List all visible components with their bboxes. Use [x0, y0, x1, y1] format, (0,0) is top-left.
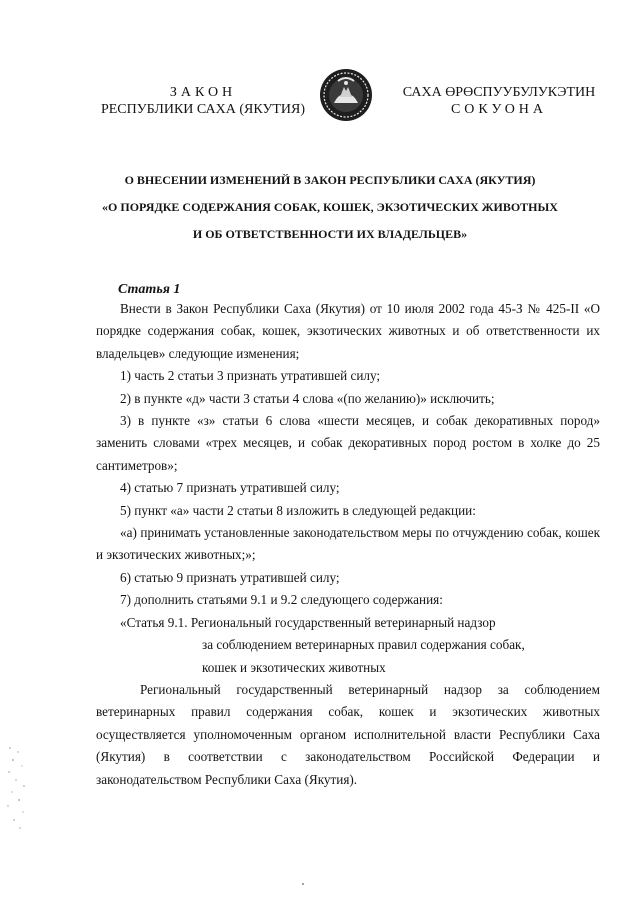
header-right-line1: САХА ӨРӨСПУУБУЛУКЭТИН — [402, 85, 596, 100]
article-intro: Внести в Закон Республики Саха (Якутия) от 10 июля 2002 года 45-З № 425-II «О порядке содержания собак, кошек, экзотических животных и об ответственности их владельцев» следующие изменения; — [96, 301, 600, 361]
new-article-title-line2: за соблюдением ветеринарных правил содержания собак, — [202, 637, 525, 653]
header-right — [386, 84, 612, 118]
title-line2: «О ПОРЯДКЕ СОДЕРЖАНИЯ СОБАК, КОШЕК, ЭКЗОТИЧЕСКИХ ЖИВОТНЫХ — [102, 200, 558, 214]
amendment-item-1: 1) часть 2 статьи 3 признать утратившей силу; — [120, 368, 381, 384]
amendment-item-5: 5) пункт «а» части 2 статьи 8 изложить в следующей редакции: — [120, 502, 476, 518]
article-heading: Статья 1 — [118, 282, 181, 297]
coat-of-arms-emblem-icon — [318, 67, 374, 123]
amendment-item-6: 6) статью 9 признать утратившей силу; — [120, 569, 340, 585]
header-left — [92, 84, 314, 118]
scan-margin-noise — [4, 742, 32, 834]
new-article-title-line1: «Статья 9.1. Региональный государственный ветеринарный надзор — [120, 614, 496, 630]
amendment-item-3: 3) в пункте «з» статьи 6 слова «шести месяцев, и собак декоративных пород» заменить словами «трех месяцев, и собак декоративных пород ростом в холке до 25 сантиметров»; — [96, 413, 600, 473]
header-right-line2: СОКУОНА — [450, 102, 548, 117]
scan-dot — [300, 880, 306, 888]
new-article-text: Региональный государственный ветеринарный надзор за соблюдением ветеринарных правил содержания собак, кошек и экзотических животных осуществляется уполномоченным органом исполнительной власти Республики Саха (Якутия) в соответствии с законодательством Российской Федерации и законодательством Республики Саха (Якутия). — [96, 681, 600, 787]
header-left-line2: РЕСПУБЛИКИ САХА (ЯКУТИЯ) — [100, 102, 306, 117]
amendment-item-4: 4) статью 7 признать утратившей силу; — [120, 480, 340, 496]
title-line3: И ОБ ОТВЕТСТВЕННОСТИ ИХ ВЛАДЕЛЬЦЕВ» — [192, 227, 468, 241]
amendment-item-2: 2) в пункте «д» части 3 статьи 4 слова «(по желанию)» исключить; — [120, 390, 495, 406]
amendment-item-5-text: «а) принимать установленные законодательством меры по отчуждению собак, кошек и экзотических животных;»; — [96, 525, 600, 563]
header-left-line1: ЗАКОН — [169, 85, 237, 100]
document-title — [60, 167, 600, 248]
amendment-item-7: 7) дополнить статьями 9.1 и 9.2 следующего содержания: — [120, 592, 443, 608]
title-line1: О ВНЕСЕНИИ ИЗМЕНЕНИЙ В ЗАКОН РЕСПУБЛИКИ САХА (ЯКУТИЯ) — [124, 173, 536, 187]
new-article-title-line3: кошек и экзотических животных — [202, 659, 386, 675]
article-body — [96, 298, 600, 791]
